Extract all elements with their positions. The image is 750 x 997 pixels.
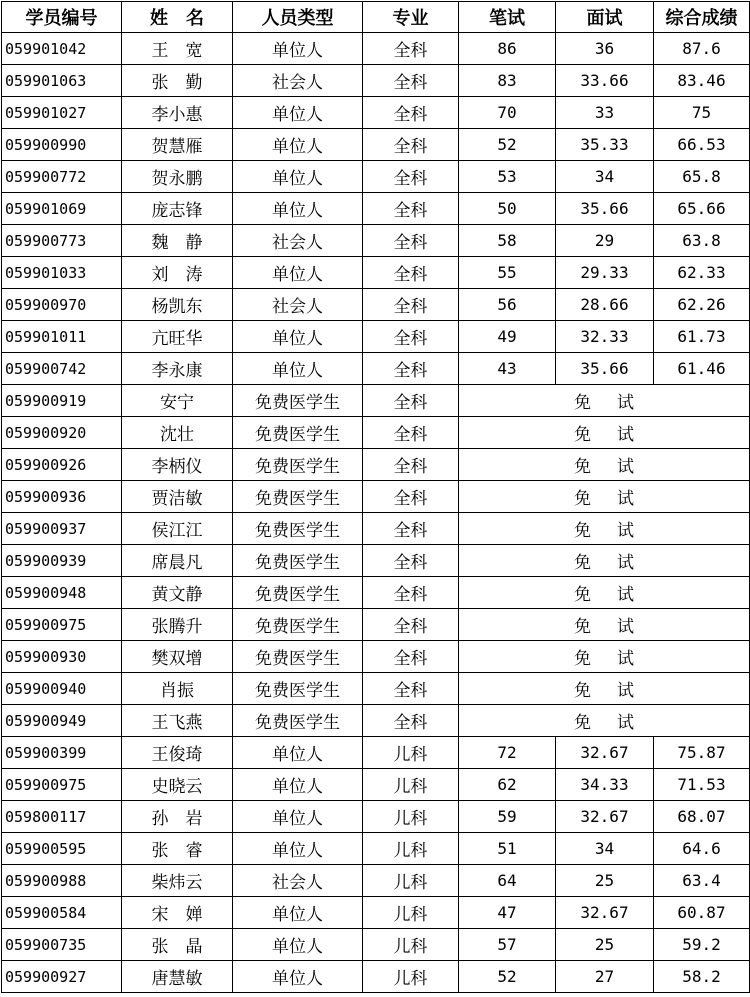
student-id-cell: 059900975 xyxy=(2,609,122,641)
student-id-cell: 059900595 xyxy=(2,833,122,865)
table-row xyxy=(2,65,750,97)
student-id-cell: 059900919 xyxy=(2,385,122,417)
type-cell: 免费医学生 xyxy=(233,577,363,609)
interview-score-cell: 35.33 xyxy=(556,129,654,161)
type-cell: 免费医学生 xyxy=(233,545,363,577)
student-id-cell: 059901042 xyxy=(2,33,122,65)
table-row xyxy=(2,385,750,417)
student-id-cell: 059901033 xyxy=(2,257,122,289)
type-cell: 单位人 xyxy=(233,33,363,65)
major-cell: 儿科 xyxy=(363,961,459,993)
name-cell: 李柄仪 xyxy=(122,449,233,481)
written-score-cell: 57 xyxy=(459,929,556,961)
table-row xyxy=(2,801,750,833)
table-row xyxy=(2,513,750,545)
major-cell: 全科 xyxy=(363,641,459,673)
student-id-cell: 059900975 xyxy=(2,769,122,801)
interview-score-cell: 34 xyxy=(556,833,654,865)
total-score-cell: 61.46 xyxy=(654,353,750,385)
major-cell: 全科 xyxy=(363,609,459,641)
written-score-cell: 62 xyxy=(459,769,556,801)
student-id-cell: 059901069 xyxy=(2,193,122,225)
name-cell: 沈壮 xyxy=(122,417,233,449)
type-cell: 免费医学生 xyxy=(233,609,363,641)
type-cell: 单位人 xyxy=(233,97,363,129)
student-id-cell: 059901063 xyxy=(2,65,122,97)
written-score-cell: 70 xyxy=(459,97,556,129)
col-header-student-id: 学员编号 xyxy=(2,2,122,33)
type-cell: 单位人 xyxy=(233,193,363,225)
student-id-cell: 059900772 xyxy=(2,161,122,193)
major-cell: 全科 xyxy=(363,97,459,129)
col-header-name: 姓 名 xyxy=(122,2,233,33)
type-cell: 单位人 xyxy=(233,737,363,769)
name-cell: 安宁 xyxy=(122,385,233,417)
table-row xyxy=(2,545,750,577)
interview-score-cell: 28.66 xyxy=(556,289,654,321)
major-cell: 全科 xyxy=(363,321,459,353)
name-cell: 庞志锋 xyxy=(122,193,233,225)
type-cell: 单位人 xyxy=(233,897,363,929)
interview-score-cell: 27 xyxy=(556,961,654,993)
total-score-cell: 65.8 xyxy=(654,161,750,193)
total-score-cell: 61.73 xyxy=(654,321,750,353)
total-score-cell: 64.6 xyxy=(654,833,750,865)
interview-score-cell: 29 xyxy=(556,225,654,257)
name-cell: 贾洁敏 xyxy=(122,481,233,513)
interview-score-cell: 25 xyxy=(556,929,654,961)
table-row xyxy=(2,33,750,65)
written-score-cell: 52 xyxy=(459,961,556,993)
interview-score-cell: 33 xyxy=(556,97,654,129)
total-score-cell: 65.66 xyxy=(654,193,750,225)
table-row xyxy=(2,257,750,289)
major-cell: 全科 xyxy=(363,161,459,193)
written-score-cell: 72 xyxy=(459,737,556,769)
total-score-cell: 68.07 xyxy=(654,801,750,833)
written-score-cell: 53 xyxy=(459,161,556,193)
name-cell: 贺永鹏 xyxy=(122,161,233,193)
table-row xyxy=(2,705,750,737)
type-cell: 免费医学生 xyxy=(233,705,363,737)
interview-score-cell: 35.66 xyxy=(556,193,654,225)
table-row xyxy=(2,961,750,993)
interview-score-cell: 29.33 xyxy=(556,257,654,289)
major-cell: 全科 xyxy=(363,673,459,705)
student-id-cell: 059900735 xyxy=(2,929,122,961)
major-cell: 全科 xyxy=(363,33,459,65)
student-id-cell: 059800117 xyxy=(2,801,122,833)
major-cell: 全科 xyxy=(363,193,459,225)
table-row xyxy=(2,609,750,641)
student-id-cell: 059900930 xyxy=(2,641,122,673)
major-cell: 儿科 xyxy=(363,865,459,897)
student-id-cell: 059900926 xyxy=(2,449,122,481)
written-score-cell: 83 xyxy=(459,65,556,97)
header-row xyxy=(2,2,750,33)
interview-score-cell: 32.67 xyxy=(556,737,654,769)
written-score-cell: 64 xyxy=(459,865,556,897)
type-cell: 单位人 xyxy=(233,161,363,193)
major-cell: 儿科 xyxy=(363,929,459,961)
table-row xyxy=(2,641,750,673)
major-cell: 全科 xyxy=(363,449,459,481)
student-id-cell: 059900584 xyxy=(2,897,122,929)
student-id-cell: 059900939 xyxy=(2,545,122,577)
major-cell: 全科 xyxy=(363,513,459,545)
name-cell: 黄文静 xyxy=(122,577,233,609)
name-cell: 亢旺华 xyxy=(122,321,233,353)
name-cell: 李小惠 xyxy=(122,97,233,129)
major-cell: 儿科 xyxy=(363,769,459,801)
col-header-type: 人员类型 xyxy=(233,2,363,33)
table-row xyxy=(2,481,750,513)
name-cell: 刘 涛 xyxy=(122,257,233,289)
type-cell: 免费医学生 xyxy=(233,641,363,673)
major-cell: 全科 xyxy=(363,545,459,577)
total-score-cell: 62.26 xyxy=(654,289,750,321)
type-cell: 单位人 xyxy=(233,801,363,833)
type-cell: 单位人 xyxy=(233,129,363,161)
name-cell: 唐慧敏 xyxy=(122,961,233,993)
table-row xyxy=(2,673,750,705)
name-cell: 王 宽 xyxy=(122,33,233,65)
written-score-cell: 58 xyxy=(459,225,556,257)
table-row xyxy=(2,577,750,609)
table-row xyxy=(2,161,750,193)
table-row xyxy=(2,449,750,481)
type-cell: 免费医学生 xyxy=(233,449,363,481)
interview-score-cell: 34 xyxy=(556,161,654,193)
name-cell: 王飞燕 xyxy=(122,705,233,737)
written-score-cell: 55 xyxy=(459,257,556,289)
major-cell: 全科 xyxy=(363,481,459,513)
written-score-cell: 50 xyxy=(459,193,556,225)
interview-score-cell: 35.66 xyxy=(556,353,654,385)
exempt-cell: 免试 xyxy=(459,385,750,417)
total-score-cell: 60.87 xyxy=(654,897,750,929)
col-header-total: 综合成绩 xyxy=(654,2,750,33)
total-score-cell: 71.53 xyxy=(654,769,750,801)
student-id-cell: 059900949 xyxy=(2,705,122,737)
total-score-cell: 75.87 xyxy=(654,737,750,769)
type-cell: 免费医学生 xyxy=(233,673,363,705)
major-cell: 全科 xyxy=(363,353,459,385)
col-header-major: 专业 xyxy=(363,2,459,33)
table-row xyxy=(2,865,750,897)
major-cell: 全科 xyxy=(363,129,459,161)
student-id-cell: 059900927 xyxy=(2,961,122,993)
student-id-cell: 059900937 xyxy=(2,513,122,545)
total-score-cell: 63.8 xyxy=(654,225,750,257)
type-cell: 单位人 xyxy=(233,257,363,289)
total-score-cell: 62.33 xyxy=(654,257,750,289)
total-score-cell: 58.2 xyxy=(654,961,750,993)
major-cell: 全科 xyxy=(363,705,459,737)
interview-score-cell: 32.67 xyxy=(556,801,654,833)
major-cell: 全科 xyxy=(363,257,459,289)
table-row xyxy=(2,193,750,225)
interview-score-cell: 33.66 xyxy=(556,65,654,97)
exempt-cell: 免试 xyxy=(459,513,750,545)
table-row xyxy=(2,417,750,449)
type-cell: 免费医学生 xyxy=(233,481,363,513)
student-id-cell: 059900773 xyxy=(2,225,122,257)
exempt-cell: 免试 xyxy=(459,673,750,705)
table-row xyxy=(2,129,750,161)
name-cell: 杨凯东 xyxy=(122,289,233,321)
exempt-cell: 免试 xyxy=(459,705,750,737)
type-cell: 社会人 xyxy=(233,65,363,97)
table-row xyxy=(2,353,750,385)
type-cell: 单位人 xyxy=(233,353,363,385)
table-row xyxy=(2,897,750,929)
major-cell: 儿科 xyxy=(363,897,459,929)
name-cell: 张 勤 xyxy=(122,65,233,97)
student-id-cell: 059900940 xyxy=(2,673,122,705)
table-body xyxy=(2,33,750,993)
student-id-cell: 059900988 xyxy=(2,865,122,897)
written-score-cell: 52 xyxy=(459,129,556,161)
student-id-cell: 059900948 xyxy=(2,577,122,609)
written-score-cell: 56 xyxy=(459,289,556,321)
student-id-cell: 059900399 xyxy=(2,737,122,769)
total-score-cell: 87.6 xyxy=(654,33,750,65)
name-cell: 魏 静 xyxy=(122,225,233,257)
total-score-cell: 75 xyxy=(654,97,750,129)
student-id-cell: 059900970 xyxy=(2,289,122,321)
interview-score-cell: 25 xyxy=(556,865,654,897)
major-cell: 全科 xyxy=(363,385,459,417)
interview-score-cell: 34.33 xyxy=(556,769,654,801)
major-cell: 全科 xyxy=(363,225,459,257)
table-row xyxy=(2,737,750,769)
type-cell: 免费医学生 xyxy=(233,417,363,449)
type-cell: 社会人 xyxy=(233,289,363,321)
major-cell: 儿科 xyxy=(363,801,459,833)
student-id-cell: 059900936 xyxy=(2,481,122,513)
exempt-cell: 免试 xyxy=(459,577,750,609)
table-row xyxy=(2,321,750,353)
name-cell: 宋 婵 xyxy=(122,897,233,929)
interview-score-cell: 32.67 xyxy=(556,897,654,929)
written-score-cell: 51 xyxy=(459,833,556,865)
name-cell: 张 睿 xyxy=(122,833,233,865)
major-cell: 全科 xyxy=(363,289,459,321)
total-score-cell: 83.46 xyxy=(654,65,750,97)
type-cell: 社会人 xyxy=(233,865,363,897)
type-cell: 免费医学生 xyxy=(233,385,363,417)
student-id-cell: 059901027 xyxy=(2,97,122,129)
major-cell: 全科 xyxy=(363,577,459,609)
exempt-cell: 免试 xyxy=(459,449,750,481)
exempt-cell: 免试 xyxy=(459,641,750,673)
interview-score-cell: 32.33 xyxy=(556,321,654,353)
written-score-cell: 59 xyxy=(459,801,556,833)
major-cell: 儿科 xyxy=(363,737,459,769)
type-cell: 单位人 xyxy=(233,833,363,865)
type-cell: 单位人 xyxy=(233,769,363,801)
type-cell: 单位人 xyxy=(233,321,363,353)
name-cell: 李永康 xyxy=(122,353,233,385)
name-cell: 张腾升 xyxy=(122,609,233,641)
major-cell: 全科 xyxy=(363,65,459,97)
name-cell: 王俊琦 xyxy=(122,737,233,769)
written-score-cell: 47 xyxy=(459,897,556,929)
type-cell: 社会人 xyxy=(233,225,363,257)
table-row xyxy=(2,225,750,257)
exempt-cell: 免试 xyxy=(459,417,750,449)
total-score-cell: 66.53 xyxy=(654,129,750,161)
name-cell: 席晨凡 xyxy=(122,545,233,577)
student-id-cell: 059900742 xyxy=(2,353,122,385)
type-cell: 单位人 xyxy=(233,929,363,961)
table-row xyxy=(2,929,750,961)
name-cell: 张 晶 xyxy=(122,929,233,961)
student-id-cell: 059900990 xyxy=(2,129,122,161)
col-header-interview: 面试 xyxy=(556,2,654,33)
table-row xyxy=(2,833,750,865)
major-cell: 儿科 xyxy=(363,833,459,865)
exempt-cell: 免试 xyxy=(459,609,750,641)
table-row xyxy=(2,769,750,801)
total-score-cell: 63.4 xyxy=(654,865,750,897)
name-cell: 贺慧雁 xyxy=(122,129,233,161)
type-cell: 单位人 xyxy=(233,961,363,993)
exempt-cell: 免试 xyxy=(459,481,750,513)
table-row xyxy=(2,289,750,321)
score-table xyxy=(1,1,750,993)
name-cell: 史晓云 xyxy=(122,769,233,801)
written-score-cell: 86 xyxy=(459,33,556,65)
major-cell: 全科 xyxy=(363,417,459,449)
table-row xyxy=(2,97,750,129)
name-cell: 樊双增 xyxy=(122,641,233,673)
total-score-cell: 59.2 xyxy=(654,929,750,961)
type-cell: 免费医学生 xyxy=(233,513,363,545)
exempt-cell: 免试 xyxy=(459,545,750,577)
student-id-cell: 059900920 xyxy=(2,417,122,449)
written-score-cell: 49 xyxy=(459,321,556,353)
student-id-cell: 059901011 xyxy=(2,321,122,353)
name-cell: 肖振 xyxy=(122,673,233,705)
name-cell: 侯江江 xyxy=(122,513,233,545)
interview-score-cell: 36 xyxy=(556,33,654,65)
name-cell: 孙 岩 xyxy=(122,801,233,833)
written-score-cell: 43 xyxy=(459,353,556,385)
col-header-written: 笔试 xyxy=(459,2,556,33)
name-cell: 柴炜云 xyxy=(122,865,233,897)
